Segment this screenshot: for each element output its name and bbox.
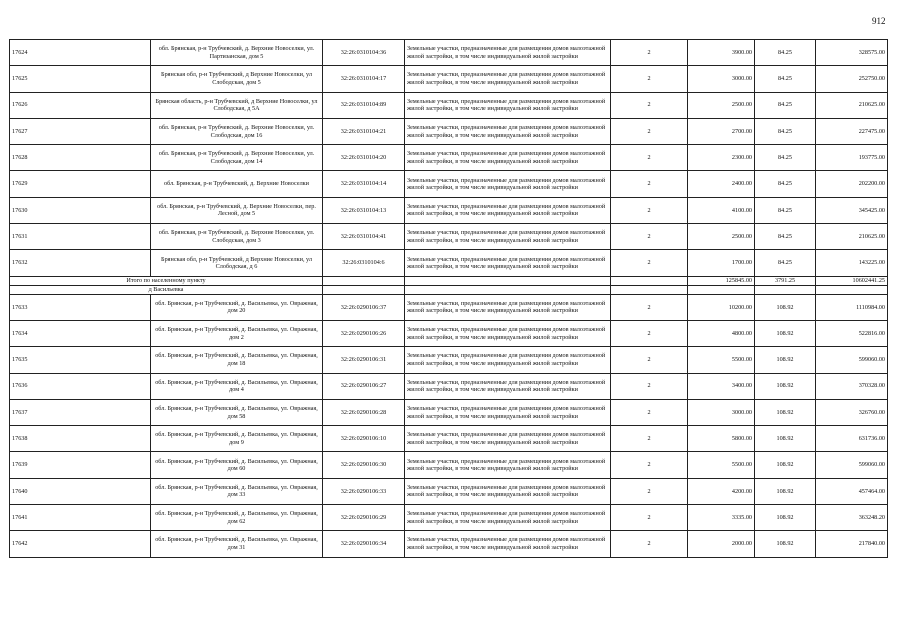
parcel-number: 17636 [10,373,151,399]
parcel-area: 4200.00 [688,478,755,504]
cadastral-number: 32:26:0290106:27 [323,373,405,399]
cadastral-number: 32:26:0310104:41 [323,224,405,250]
parcel-number: 17634 [10,320,151,346]
table-row [10,347,888,373]
permitted-use: Земельные участки, предназначенные для размещения домов малоэтажной жилой застройки, в том числе индивидуальной жилой застройки [405,347,611,373]
permitted-use: Земельные участки, предназначенные для размещения домов малоэтажной жилой застройки, в том числе индивидуальной жилой застройки [405,224,611,250]
parcel-area: 2500.00 [688,224,755,250]
cadastral-value: 631736.00 [816,426,888,452]
page-number: 912 [872,16,886,26]
table-row [10,40,888,66]
use-group: 2 [611,505,688,531]
parcel-area: 5500.00 [688,347,755,373]
cadastral-value: 328575.00 [816,40,888,66]
table-row [10,118,888,144]
use-group: 2 [611,294,688,320]
cadastral-number: 32:26:0310104:20 [323,145,405,171]
total-area: 125845.00 [688,276,755,285]
cadastral-number: 32:26:0310104:21 [323,118,405,144]
locality-name: д Васильевка [10,285,323,294]
cadastral-value: 345425.00 [816,197,888,223]
table-row [10,505,888,531]
table-row [10,320,888,346]
table-row [10,224,888,250]
parcel-address: обл. Брянская, р-н Трубчевский, д. Васильевка, ул. Овражная, дом 2 [151,320,323,346]
table-row [10,66,888,92]
specific-value: 108.92 [755,320,816,346]
specific-value: 84.25 [755,40,816,66]
cadastral-number: 32:26:0310104:6 [323,250,405,276]
specific-value: 84.25 [755,118,816,144]
parcel-area: 4100.00 [688,197,755,223]
use-group: 2 [611,452,688,478]
permitted-use: Земельные участки, предназначенные для размещения домов малоэтажной жилой застройки, в том числе индивидуальной жилой застройки [405,145,611,171]
parcel-area: 3400.00 [688,373,755,399]
cadastral-number: 32:26:0290106:33 [323,478,405,504]
specific-value: 84.25 [755,171,816,197]
cadastral-value: 210625.00 [816,224,888,250]
cadastral-value: 522816.00 [816,320,888,346]
specific-value: 108.92 [755,426,816,452]
parcel-area: 1700.00 [688,250,755,276]
parcel-area: 2700.00 [688,118,755,144]
parcel-area: 2000.00 [688,531,755,557]
table-row [10,426,888,452]
parcel-number: 17629 [10,171,151,197]
specific-value: 84.25 [755,92,816,118]
specific-value: 108.92 [755,399,816,425]
parcel-address: обл. Брянская, р-н Трубчевский, д. Васильевка, ул. Овражная, дом 62 [151,505,323,531]
specific-value: 84.25 [755,145,816,171]
cadastral-number: 32:26:0290106:28 [323,399,405,425]
use-group: 2 [611,118,688,144]
use-group: 2 [611,92,688,118]
cadastral-number: 32:26:0310104:13 [323,197,405,223]
parcel-number: 17640 [10,478,151,504]
cadastral-value: 252750.00 [816,66,888,92]
permitted-use: Земельные участки, предназначенные для размещения домов малоэтажной жилой застройки, в том числе индивидуальной жилой застройки [405,197,611,223]
parcel-address: обл. Брянская, р-н Трубчевский, д. Верхние Новоселки [151,171,323,197]
parcel-number: 17641 [10,505,151,531]
use-group: 2 [611,40,688,66]
cadastral-value: 326760.00 [816,399,888,425]
parcel-address: обл. Брянская, р-н Трубчевский, д. Васильевка, ул. Овражная, дом 18 [151,347,323,373]
parcel-number: 17642 [10,531,151,557]
locality-empty-cell [611,285,688,294]
cadastral-number: 32:26:0290106:31 [323,347,405,373]
specific-value: 84.25 [755,224,816,250]
parcel-area: 2500.00 [688,92,755,118]
total-row [10,276,888,285]
permitted-use: Земельные участки, предназначенные для размещения домов малоэтажной жилой застройки, в том числе индивидуальной жилой застройки [405,505,611,531]
parcel-number: 17635 [10,347,151,373]
locality-empty-cell [755,285,816,294]
parcel-area: 4800.00 [688,320,755,346]
permitted-use: Земельные участки, предназначенные для размещения домов малоэтажной жилой застройки, в том числе индивидуальной жилой застройки [405,531,611,557]
cadastral-number: 32:26:0310104:14 [323,171,405,197]
table-row [10,478,888,504]
permitted-use: Земельные участки, предназначенные для размещения домов малоэтажной жилой застройки, в том числе индивидуальной жилой застройки [405,250,611,276]
specific-value: 108.92 [755,373,816,399]
parcel-address: обл. Брянская, р-н Трубчевский, д. Верхние Новоселки, ул. Слободская, дом 14 [151,145,323,171]
cadastral-value: 457464.00 [816,478,888,504]
use-group: 2 [611,373,688,399]
parcel-number: 17637 [10,399,151,425]
specific-value: 108.92 [755,505,816,531]
locality-empty-cell [405,285,611,294]
total-label: Итого по населенному пункту [10,276,323,285]
parcel-number: 17628 [10,145,151,171]
parcel-area: 2300.00 [688,145,755,171]
cadastral-number: 32:26:0310104:17 [323,66,405,92]
cadastral-number: 32:26:0290106:10 [323,426,405,452]
parcel-number: 17639 [10,452,151,478]
parcel-address: обл. Брянская, р-н Трубчевский, д. Васильевка, ул. Овражная, дом 60 [151,452,323,478]
specific-value: 84.25 [755,250,816,276]
cadastral-value: 193775.00 [816,145,888,171]
parcel-address: обл. Брянская, р-н Трубчевский, д. Васильевка, ул. Овражная, дом 33 [151,478,323,504]
table-row [10,452,888,478]
specific-value: 108.92 [755,294,816,320]
permitted-use: Земельные участки, предназначенные для размещения домов малоэтажной жилой застройки, в том числе индивидуальной жилой застройки [405,92,611,118]
parcel-number: 17631 [10,224,151,250]
specific-value: 108.92 [755,347,816,373]
cadastral-number: 32:26:0310104:89 [323,92,405,118]
cadastral-number: 32:26:0290106:26 [323,320,405,346]
cadastral-value: 210625.00 [816,92,888,118]
use-group: 2 [611,347,688,373]
use-group: 2 [611,171,688,197]
parcel-area: 3000.00 [688,66,755,92]
parcel-number: 17638 [10,426,151,452]
parcel-area: 3000.00 [688,399,755,425]
parcel-address: Брянская обл, р-н Трубчевский, д Верхние Новоселки, ул Слободская, дом 5 [151,66,323,92]
parcel-address: обл. Брянская, р-н Трубчевский, д. Верхние Новоселки, ул. Слободская, дом 16 [151,118,323,144]
cadastral-number: 32:26:0290106:29 [323,505,405,531]
cadastral-number: 32:26:0290106:30 [323,452,405,478]
parcel-address: обл. Брянская, р-н Трубчевский, д. Васильевка, ул. Овражная, дом 31 [151,531,323,557]
parcel-address: обл. Брянская, р-н Трубчевский, д. Верхние Новоселки, ул. Партизанская, дом 5 [151,40,323,66]
permitted-use: Земельные участки, предназначенные для размещения домов малоэтажной жилой застройки, в том числе индивидуальной жилой застройки [405,320,611,346]
cadastral-number: 32:26:0310104:36 [323,40,405,66]
use-group: 2 [611,426,688,452]
table-row [10,399,888,425]
specific-value: 84.25 [755,197,816,223]
use-group: 2 [611,250,688,276]
table-row [10,145,888,171]
use-group: 2 [611,66,688,92]
parcel-address: обл. Брянская, р-н Трубчевский, д. Васильевка, ул. Овражная, дом 4 [151,373,323,399]
locality-row [10,285,888,294]
permitted-use: Земельные участки, предназначенные для размещения домов малоэтажной жилой застройки, в том числе индивидуальной жилой застройки [405,294,611,320]
total-empty-cell [323,276,405,285]
use-group: 2 [611,224,688,250]
locality-empty-cell [816,285,888,294]
specific-value: 84.25 [755,66,816,92]
permitted-use: Земельные участки, предназначенные для размещения домов малоэтажной жилой застройки, в том числе индивидуальной жилой застройки [405,66,611,92]
parcel-address: обл. Брянская, р-н Трубчевский, д. Верхние Новоселки, ул. Слободская, дом 3 [151,224,323,250]
specific-value: 108.92 [755,531,816,557]
parcel-number: 17624 [10,40,151,66]
cadastral-number: 32:26:0290106:34 [323,531,405,557]
table-row [10,171,888,197]
parcel-address: обл. Брянская, р-н Трубчевский, д. Васильевка, ул. Овражная, дом 58 [151,399,323,425]
permitted-use: Земельные участки, предназначенные для размещения домов малоэтажной жилой застройки, в том числе индивидуальной жилой застройки [405,118,611,144]
parcel-address: Брянская область, р-н Трубчевский, д Верхние Новоселки, ул Слободская, д 5А [151,92,323,118]
permitted-use: Земельные участки, предназначенные для размещения домов малоэтажной жилой застройки, в том числе индивидуальной жилой застройки [405,171,611,197]
table-row [10,531,888,557]
table-row [10,373,888,399]
use-group: 2 [611,478,688,504]
locality-empty-cell [688,285,755,294]
cadastral-value: 143225.00 [816,250,888,276]
use-group: 2 [611,145,688,171]
parcel-area: 3335.00 [688,505,755,531]
cadastral-value: 227475.00 [816,118,888,144]
use-group: 2 [611,399,688,425]
cadastral-value: 1110984.00 [816,294,888,320]
parcel-area: 5500.00 [688,452,755,478]
cadastral-value: 217840.00 [816,531,888,557]
table-row [10,92,888,118]
use-group: 2 [611,197,688,223]
table-row [10,250,888,276]
total-empty-cell [611,276,688,285]
parcel-number: 17625 [10,66,151,92]
table-row [10,197,888,223]
parcel-address: обл. Брянская, р-н Трубчевский, д. Васильевка, ул. Овражная, дом 20 [151,294,323,320]
parcel-address: обл. Брянская, р-н Трубчевский, д. Верхние Новоселки, пер. Лесной, дом 5 [151,197,323,223]
parcel-area: 2400.00 [688,171,755,197]
permitted-use: Земельные участки, предназначенные для размещения домов малоэтажной жилой застройки, в том числе индивидуальной жилой застройки [405,373,611,399]
parcel-number: 17633 [10,294,151,320]
parcel-area: 10200.00 [688,294,755,320]
table-row [10,294,888,320]
cadastral-number: 32:26:0290106:37 [323,294,405,320]
cadastral-value: 202200.00 [816,171,888,197]
specific-value: 108.92 [755,478,816,504]
cadastral-value: 363248.20 [816,505,888,531]
cadastral-value: 599060.00 [816,347,888,373]
table-body [10,40,888,558]
cadastral-value: 599060.00 [816,452,888,478]
total-empty-cell [405,276,611,285]
parcel-number: 17630 [10,197,151,223]
permitted-use: Земельные участки, предназначенные для размещения домов малоэтажной жилой застройки, в том числе индивидуальной жилой застройки [405,399,611,425]
locality-empty-cell [323,285,405,294]
cadastral-value: 370328.00 [816,373,888,399]
permitted-use: Земельные участки, предназначенные для размещения домов малоэтажной жилой застройки, в том числе индивидуальной жилой застройки [405,452,611,478]
parcel-number: 17632 [10,250,151,276]
permitted-use: Земельные участки, предназначенные для размещения домов малоэтажной жилой застройки, в том числе индивидуальной жилой застройки [405,40,611,66]
use-group: 2 [611,531,688,557]
parcel-number: 17626 [10,92,151,118]
permitted-use: Земельные участки, предназначенные для размещения домов малоэтажной жилой застройки, в том числе индивидуальной жилой застройки [405,478,611,504]
permitted-use: Земельные участки, предназначенные для размещения домов малоэтажной жилой застройки, в том числе индивидуальной жилой застройки [405,426,611,452]
total-value: 10602441.25 [816,276,888,285]
specific-value: 108.92 [755,452,816,478]
parcel-area: 5800.00 [688,426,755,452]
use-group: 2 [611,320,688,346]
parcel-number: 17627 [10,118,151,144]
total-rate: 3791.25 [755,276,816,285]
parcel-address: Брянская обл, р-н Трубчевский, д Верхние Новоселки, ул Слободская, д 6 [151,250,323,276]
cadastral-value-table [9,39,888,558]
parcel-address: обл. Брянская, р-н Трубчевский, д. Васильевка, ул. Овражная, дом 9 [151,426,323,452]
parcel-area: 3900.00 [688,40,755,66]
